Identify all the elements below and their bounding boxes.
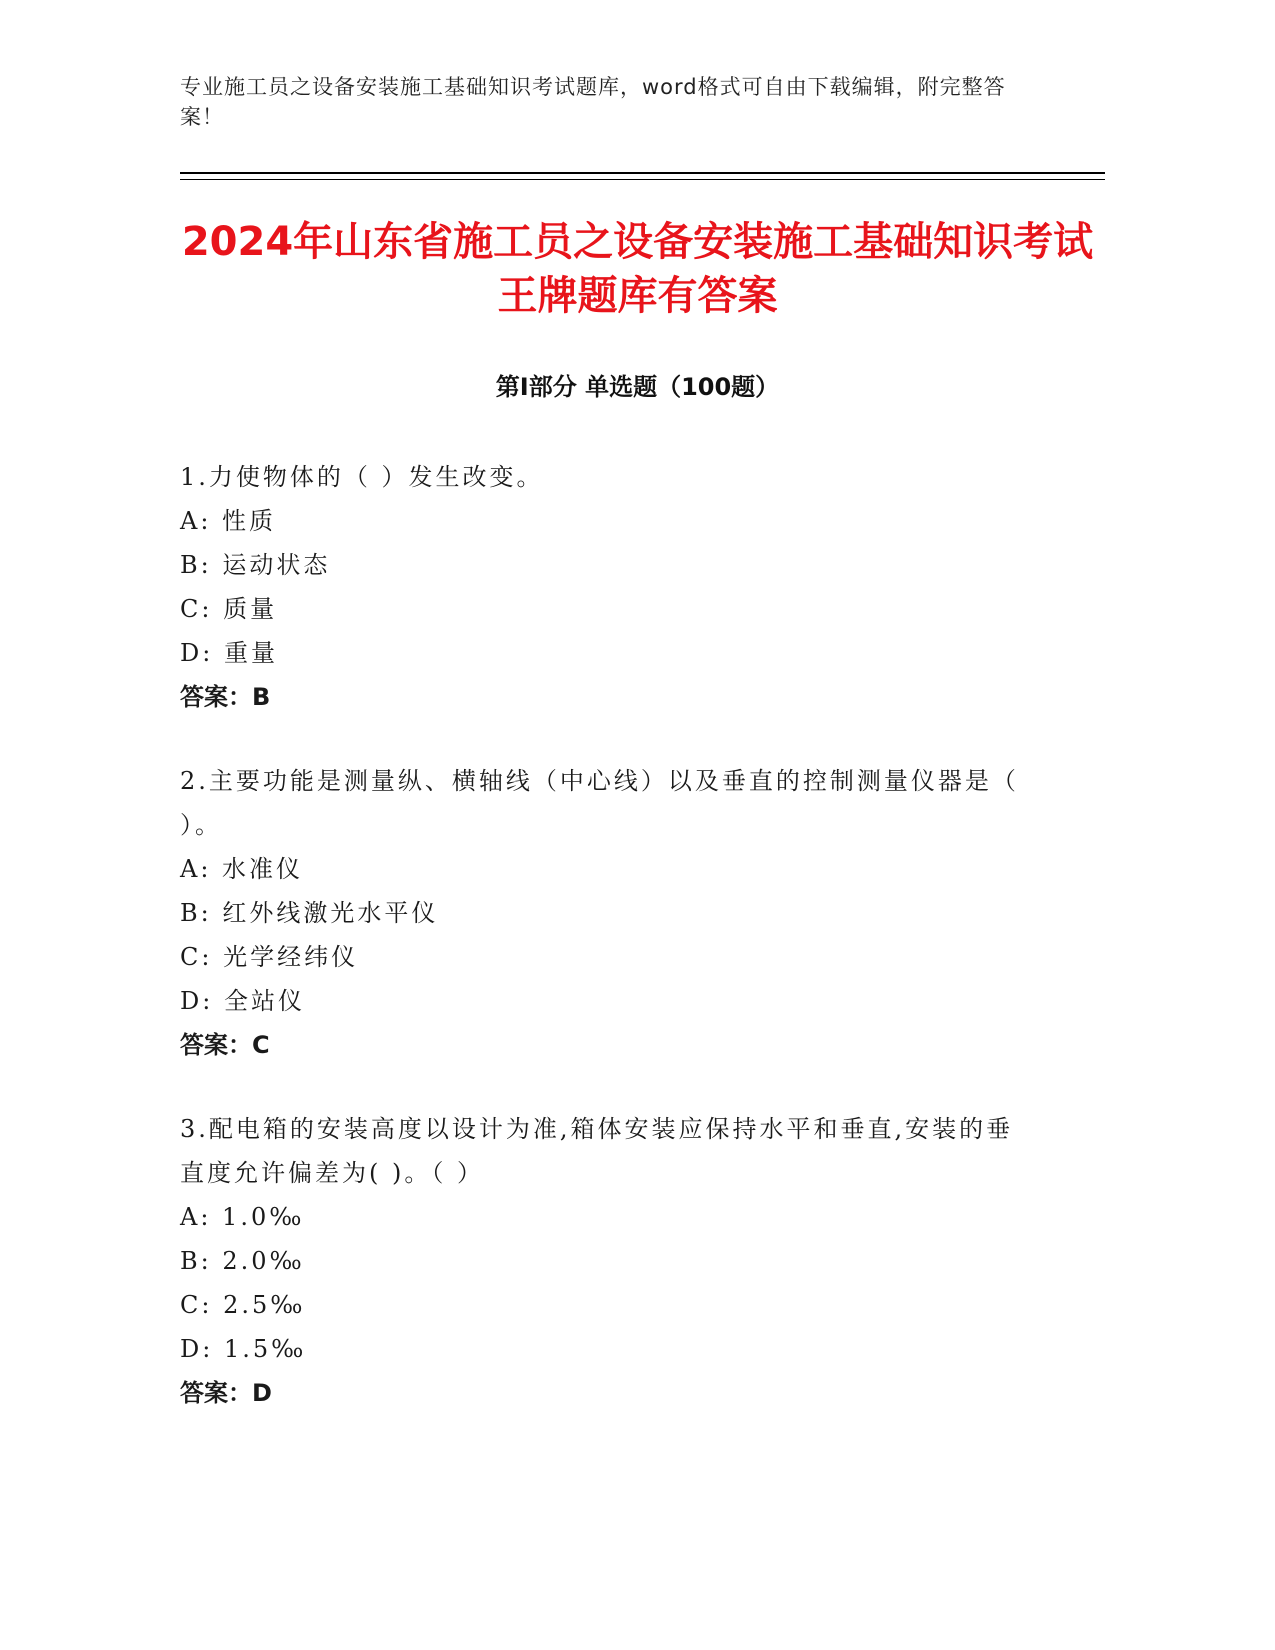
question-2 (180, 759, 1020, 1067)
option-b: B: 运动状态 (180, 551, 331, 579)
section-title: 第Ⅰ部分 单选题（100题） (495, 373, 780, 401)
question-stem: 1.力使物体的（ ）发生改变。 (180, 463, 544, 491)
document-title: 2024年山东省施工员之设备安装施工基础知识考试王牌题库有答案 (181, 219, 1094, 319)
question-1 (180, 455, 1020, 719)
option-c: C: 光学经纬仪 (180, 943, 359, 971)
option-d: D: 全站仪 (180, 987, 305, 1015)
option-a: A: 1.0‰ (180, 1203, 305, 1231)
question-3 (180, 1107, 1020, 1415)
option-d: D: 重量 (180, 639, 278, 667)
option-c: C: 2.5‰ (180, 1291, 306, 1319)
header-divider-thin (180, 179, 1105, 180)
header-divider-thick (180, 172, 1105, 174)
option-c: C: 质量 (180, 595, 278, 623)
option-b: B: 2.0‰ (180, 1247, 305, 1275)
option-b: B: 红外线激光水平仪 (180, 899, 439, 927)
answer: 答案：C (180, 1031, 270, 1059)
question-stem: 2.主要功能是测量纵、横轴线（中心线）以及垂直的控制测量仪器是（ ）。 (180, 767, 1019, 839)
question-stem: 3.配电箱的安装高度以设计为准,箱体安装应保持水平和垂直,安装的垂直度允许偏差为( )。（ ） (180, 1115, 1014, 1187)
answer: 答案：D (180, 1379, 272, 1407)
question-list (180, 455, 1020, 1455)
option-d: D: 1.5‰ (180, 1335, 307, 1363)
option-a: A: 性质 (180, 507, 277, 535)
answer: 答案：B (180, 683, 271, 711)
header-note: 专业施工员之设备安装施工基础知识考试题库，word格式可自由下载编辑，附完整答案！ (180, 75, 1006, 129)
option-a: A: 水准仪 (180, 855, 304, 883)
